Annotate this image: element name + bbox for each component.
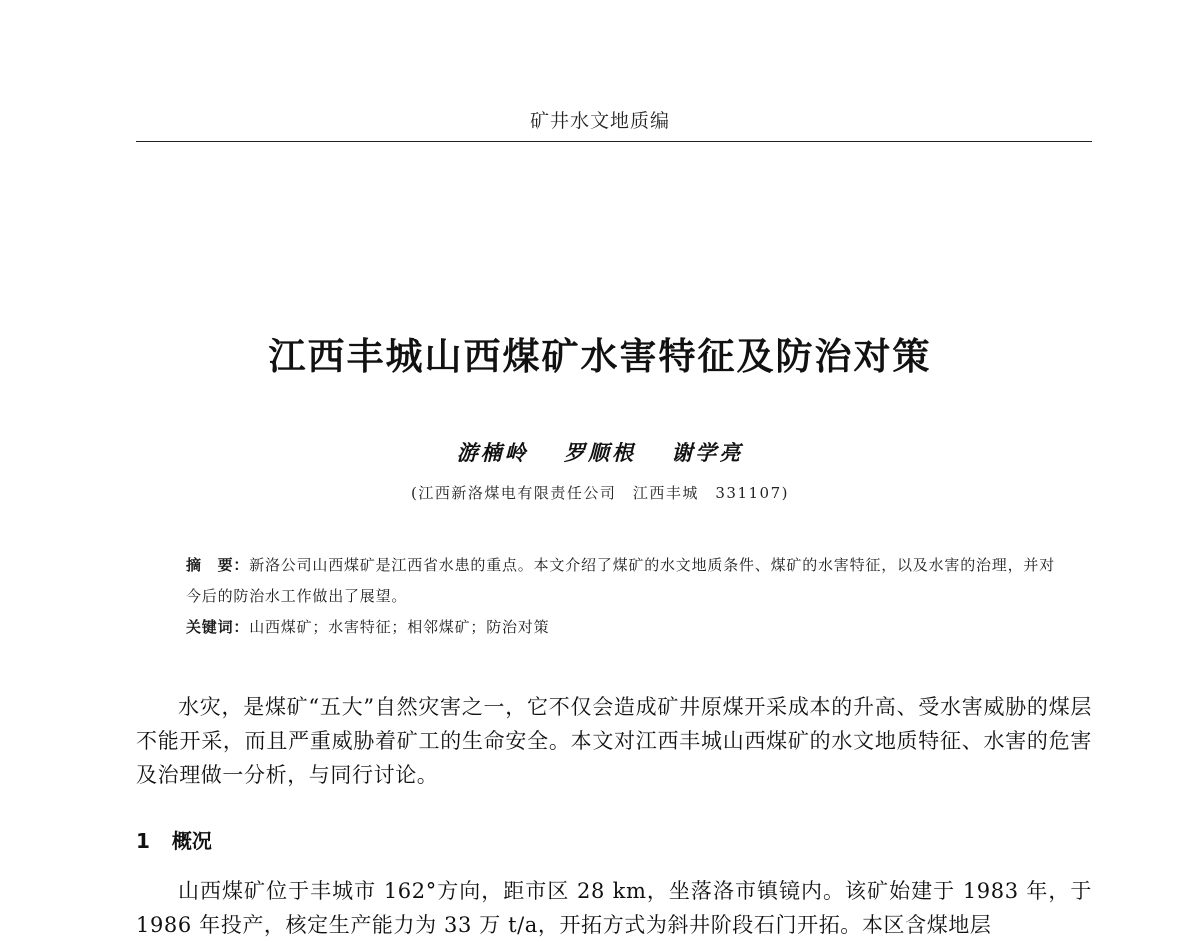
overview-paragraph: 山西煤矿位于丰城市 162°方向，距市区 28 km，坐落洛市镇镜内。该矿始建于 1983 年，于 1986 年投产，核定生产能力为 33 万 t/a，开拓方式为斜井阶段石门开拓。本区含煤地层 [136,879,1092,937]
running-head: 矿井水文地质编 [529,110,670,132]
keywords-text: 山西煤矿；水害特征；相邻煤矿；防治对策 [249,618,550,636]
abstract-block [186,550,1056,643]
author-2: 罗顺根 [564,440,636,465]
header-rule [136,141,1092,142]
section-heading [136,825,212,854]
abstract [186,550,1056,612]
keywords-label: 关键词： [186,618,250,636]
affiliation: (江西新洛煤电有限责任公司 江西丰城 331107) [411,484,789,502]
abstract-label: 摘 要： [186,556,250,574]
abstract-text: 新洛公司山西煤矿是江西省水患的重点。本文介绍了煤矿的水文地质条件、煤矿的水害特征，以及水害的治理，并对今后的防治水工作做出了展望。 [186,556,1056,605]
author-3: 谢学亮 [671,440,744,465]
section-number: 1 [136,829,150,853]
author-list [0,437,1200,467]
article-title: 江西丰城山西煤矿水害特征及防治对策 [268,335,932,378]
intro-paragraph: 水灾，是煤矿“五大”自然灾害之一，它不仅会造成矿井原煤开采成本的升高、受水害威胁的煤层不能开采，而且严重威胁着矿工的生命安全。本文对江西丰城山西煤矿的水文地质特征、水害的危害及治理做一分析，与同行讨论。 [136,695,1092,787]
section-title: 概况 [171,829,212,853]
author-1: 游楠岭 [456,440,529,465]
keywords [186,612,1056,643]
